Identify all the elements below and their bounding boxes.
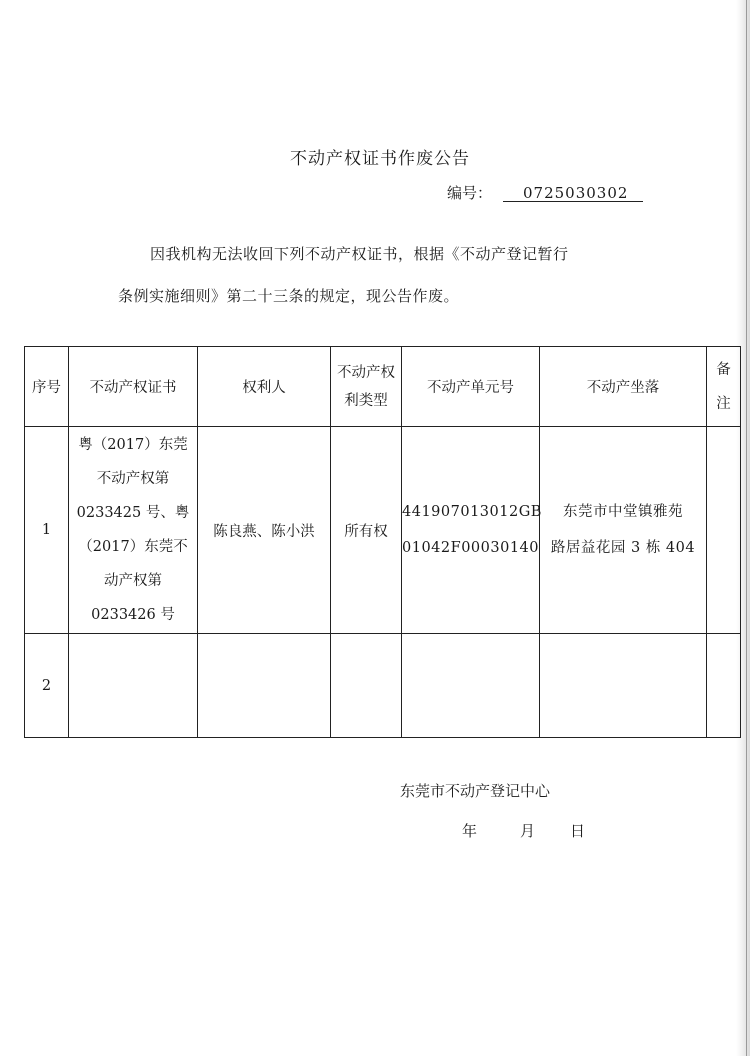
notice-paragraph-line-2: 条例实施细则》第二十三条的规定，现公告作废。 [118, 287, 460, 305]
row-right-type [331, 634, 402, 738]
row-owner [198, 634, 331, 738]
header-certificate: 不动产权证书 [69, 347, 198, 427]
header-remark-line-2: 注 [716, 395, 731, 412]
date-month-label: 月 [520, 822, 536, 840]
certificate-line: （2017）东莞不 [78, 539, 188, 555]
header-right-type-line-1: 不动产权 [337, 364, 395, 381]
row-remark [707, 634, 741, 738]
table-header-row [25, 347, 741, 427]
certificate-line: 0233425 号、粤 [76, 505, 190, 521]
row-index: 2 [25, 634, 69, 738]
header-owner: 权利人 [198, 347, 331, 427]
document-number [447, 182, 643, 203]
certificate-line: 0233426 号 [91, 607, 175, 623]
header-index: 序号 [25, 347, 69, 427]
date-year-label: 年 [462, 822, 478, 840]
date-day-label: 日 [570, 822, 586, 840]
row-owner: 陈良燕、陈小洪 [198, 427, 331, 634]
row-certificate [69, 634, 198, 738]
notice-paragraph-line-1: 因我机构无法收回下列不动产权证书，根据《不动产登记暂行 [150, 245, 569, 263]
unit-number-line: 01042F00030140 [402, 540, 539, 556]
certificate-line: 粤（2017）东莞 [78, 437, 188, 453]
document-title: 不动产权证书作废公告 [290, 149, 470, 169]
table-row [25, 427, 741, 634]
header-unit-number: 不动产单元号 [402, 347, 540, 427]
row-certificate [69, 427, 198, 634]
header-right-type [331, 347, 402, 427]
header-remark-line-1: 备 [716, 361, 731, 378]
unit-number-line: 441907013012GB [402, 504, 542, 520]
document-number-label: 编号： [447, 184, 493, 202]
certificate-line: 不动产权第 [96, 471, 170, 487]
header-location: 不动产坐落 [540, 347, 707, 427]
location-line: 路居益花园 3 栋 404 [550, 540, 696, 556]
row-remark [707, 427, 741, 634]
row-unit-number [402, 634, 540, 738]
table-row [25, 634, 741, 738]
certificate-table [24, 346, 741, 738]
row-right-type: 所有权 [331, 427, 402, 634]
issuer-name: 东莞市不动产登记中心 [400, 782, 551, 800]
location-line: 东莞市中堂镇雅苑 [563, 504, 683, 520]
header-right-type-line-2: 利类型 [344, 392, 388, 409]
row-index: 1 [25, 427, 69, 634]
row-location [540, 634, 707, 738]
row-unit-number [402, 427, 540, 634]
document-number-value: 0725030302 [503, 185, 643, 202]
row-location [540, 427, 707, 634]
header-remark [707, 347, 741, 427]
date-line [462, 820, 585, 841]
certificate-line: 动产权第 [104, 573, 162, 589]
